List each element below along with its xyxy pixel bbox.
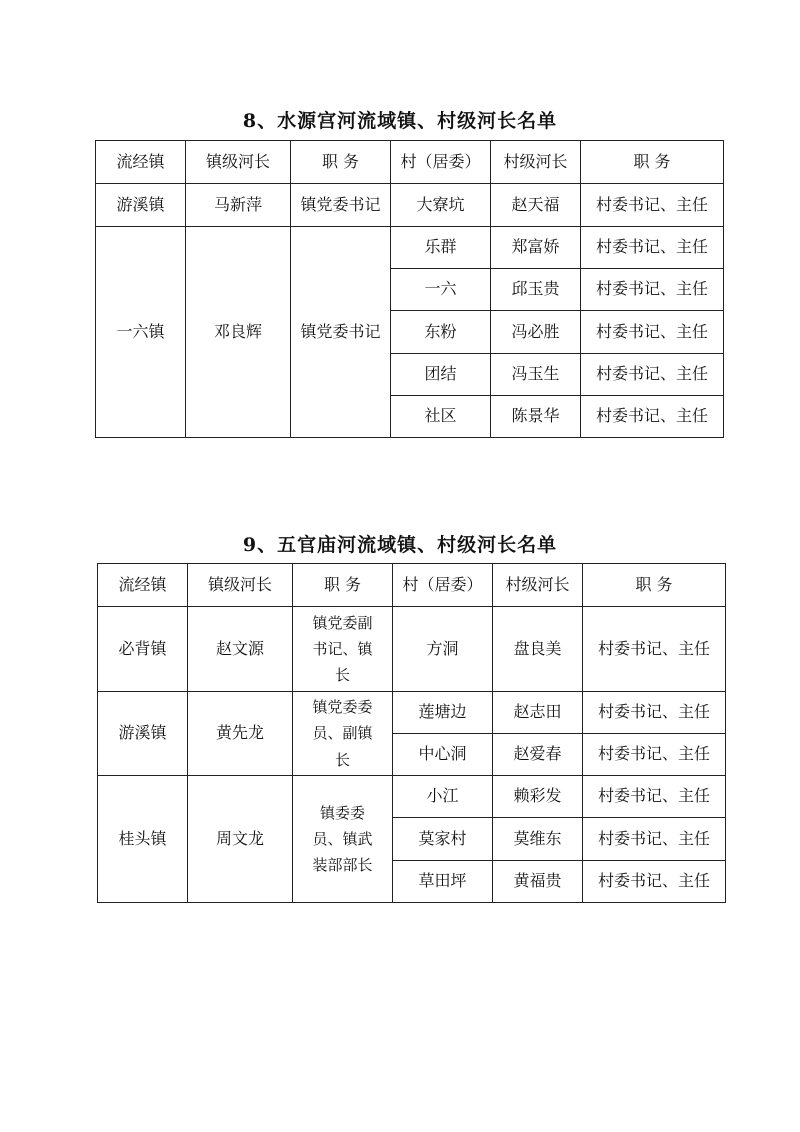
village-name: 乐群 [391,227,491,269]
header-village: 村（居委） [391,141,491,184]
header-row [96,141,724,184]
village-role: 村委书记、主任 [581,227,724,269]
village-name: 一六 [391,269,491,311]
village-role: 村委书记、主任 [581,396,724,438]
village-role: 村委书记、主任 [583,692,726,734]
town-name: 游溪镇 [96,184,186,227]
village-chief: 黄福贵 [493,861,583,903]
village-role: 村委书记、主任 [583,861,726,903]
town-role: 镇党委委员、副镇长 [293,692,393,776]
village-chief: 赵志田 [493,692,583,734]
village-role: 村委书记、主任 [583,776,726,818]
town-name: 游溪镇 [98,692,188,776]
village-name: 小江 [393,776,493,818]
town-name: 一六镇 [96,227,186,438]
table-row [98,607,726,692]
village-role: 村委书记、主任 [583,734,726,776]
village-chief: 冯玉生 [491,354,581,396]
town-name: 桂头镇 [98,776,188,903]
header-town: 流经镇 [96,141,186,184]
village-name: 莲塘边 [393,692,493,734]
header-village: 村（居委） [393,564,493,607]
village-chief: 盘良美 [493,607,583,692]
town-role: 镇党委书记 [291,184,391,227]
village-chief: 冯必胜 [491,311,581,354]
village-chief: 莫维东 [493,818,583,861]
village-role: 村委书记、主任 [583,607,726,692]
village-chief: 陈景华 [491,396,581,438]
town-chief: 周文龙 [188,776,293,903]
header-village-role: 职 务 [583,564,726,607]
village-role: 村委书记、主任 [581,184,724,227]
village-chief: 郑富娇 [491,227,581,269]
town-chief: 邓良辉 [186,227,291,438]
village-role: 村委书记、主任 [581,311,724,354]
village-chief: 赖彩发 [493,776,583,818]
village-name: 团结 [391,354,491,396]
table-row [98,776,726,818]
river-chief-table-8 [95,140,724,438]
header-town: 流经镇 [98,564,188,607]
header-town-chief: 镇级河长 [186,141,291,184]
town-role: 镇委委员、镇武装部部长 [293,776,393,903]
town-role: 镇党委副书记、镇长 [293,607,393,692]
town-chief: 赵文源 [188,607,293,692]
header-village-chief: 村级河长 [493,564,583,607]
village-name: 社区 [391,396,491,438]
table-row [98,692,726,734]
village-name: 莫家村 [393,818,493,861]
header-village-role: 职 务 [581,141,724,184]
table-row [96,184,724,227]
town-chief: 马新萍 [186,184,291,227]
river-chief-table-9 [97,563,726,903]
town-chief: 黄先龙 [188,692,293,776]
village-chief: 赵天福 [491,184,581,227]
header-row [98,564,726,607]
village-chief: 邱玉贵 [491,269,581,311]
town-role: 镇党委书记 [291,227,391,438]
village-name: 草田坪 [393,861,493,903]
village-chief: 赵爱春 [493,734,583,776]
village-name: 东粉 [391,311,491,354]
table-row [96,227,724,269]
header-village-chief: 村级河长 [491,141,581,184]
header-town-role: 职 务 [293,564,393,607]
header-town-chief: 镇级河长 [188,564,293,607]
village-name: 中心洞 [393,734,493,776]
village-name: 大寮坑 [391,184,491,227]
village-role: 村委书记、主任 [583,818,726,861]
table1-title: 8、水源宫河流域镇、村级河长名单 [242,110,558,132]
table2-title: 9、五官庙河流域镇、村级河长名单 [242,534,558,556]
village-name: 方洞 [393,607,493,692]
header-town-role: 职 务 [291,141,391,184]
village-role: 村委书记、主任 [581,354,724,396]
village-role: 村委书记、主任 [581,269,724,311]
town-name: 必背镇 [98,607,188,692]
